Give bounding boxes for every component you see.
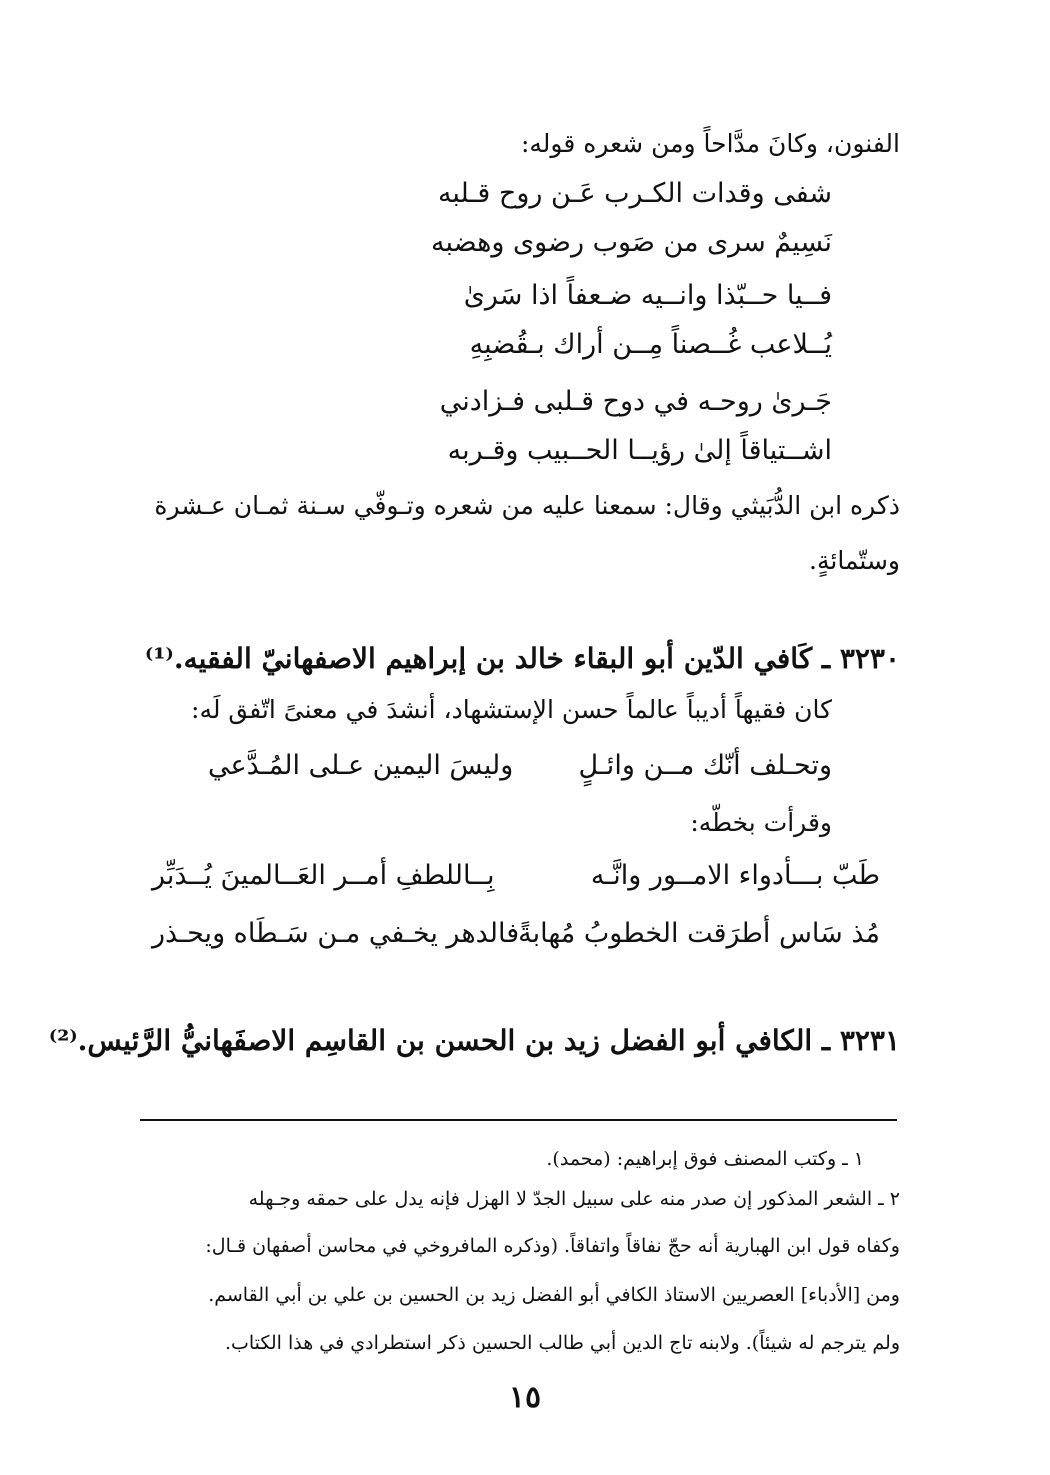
verse-3-second-hemistich: فالدهر يخـفي مـن سَـطَاه ويحـذر [152,918,520,949]
entry-3230-line-2: وقرأت بخطّه: [690,808,832,837]
poem-1-line-3: فــيا حــبّذا وانــيه ضـعفاً اذا سَرىٰ [463,280,832,311]
footnote-2-line-1: ٢ ـ الشعر المذكور إن صدر منه على سبيل الجدّ لا الهزل فإنه يدل على حمقه وجـهله [248,1188,900,1210]
bio-line-2: وستّمائةٍ. [809,546,900,575]
page-number: ١٥ [508,1380,542,1415]
footnote-2-line-3: ومن [الأدباء] العصريين الاستاذ الكافي أبو الفضل زيد بن الحسين بن علي بن أبي القاسم. [208,1284,900,1306]
footnote-1: ١ ـ وكتب المصنف فوق إبراهيم: (محمد). [546,1148,864,1170]
verse-3-first-hemistich: مُذ سَاس أطرَقت الخطوبُ مُهابةً [518,918,880,949]
intro-line: الفنون، وكانَ مدَّاحاً ومن شعره قوله: [520,129,900,158]
poem-1-line-1: شفى وقدات الكـرب عَـن روح قـلبه [437,178,832,209]
verse-1-first-hemistich: وتحـلف أنّك مــن وائـلٍ [578,750,832,781]
poem-1-line-4: يُــلاعب غُــصناً مِــن أراك بـقُضبِهِ [469,329,832,360]
poem-1-line-6: اشــتياقاً إلىٰ رؤيــا الحــبيب وقـربه [447,435,832,466]
entry-3231-heading: ٣٢٣١ ـ الكافي أبو الفضل زيد بن الحسن بن القاسِم الاصفَهانيُّ الرَّئيس.⁽²⁾ [48,1024,900,1057]
verse-1-second-hemistich: وليسَ اليمين عـلى المُـدَّعي [208,750,514,781]
verse-2-second-hemistich: بِــاللطفِ أمــر العَــالمينَ يُــدَبِّر [152,860,495,891]
poem-1-line-2: نَسِيمٌ سرى من صَوب رضوى وهضبه [431,227,832,258]
footnote-2-line-4: ولم يترجم له شيئاً). ولابنه تاج الدين أبي طالب الحسين ذكر استطرادي في هذا الكتاب. [224,1332,900,1354]
entry-3230-line-1: كان فقيهاً أديباً عالماً حسن الإستشهاد، أنشدَ في معنىً اتّفق لَه: [191,695,832,724]
entry-3230-heading: ٣٢٣٠ ـ كَافي الدّين أبو البقاء خالد بن إبراهيم الاصفهانيّ الفقيه.⁽¹⁾ [144,642,900,675]
footnote-separator [140,1119,897,1121]
footnote-2-line-2: وكفاه قول ابن الهبارية أنه حجّ نفاقاً واتفاقاً. (وذكره المافروخي في محاسن أصفهان قـال: [205,1235,900,1257]
verse-2-first-hemistich: طَبّ بـــأدواء الامــور وانَّـه [590,860,880,891]
bio-line-1: ذكره ابن الدُّبَيثي وقال: سمعنا عليه من شعره وتـوفّي سـنة ثمـان عـشرة [154,491,900,520]
poem-1-line-5: جَـرىٰ روحـه في دوح قـلبى فـزادني [439,386,832,417]
